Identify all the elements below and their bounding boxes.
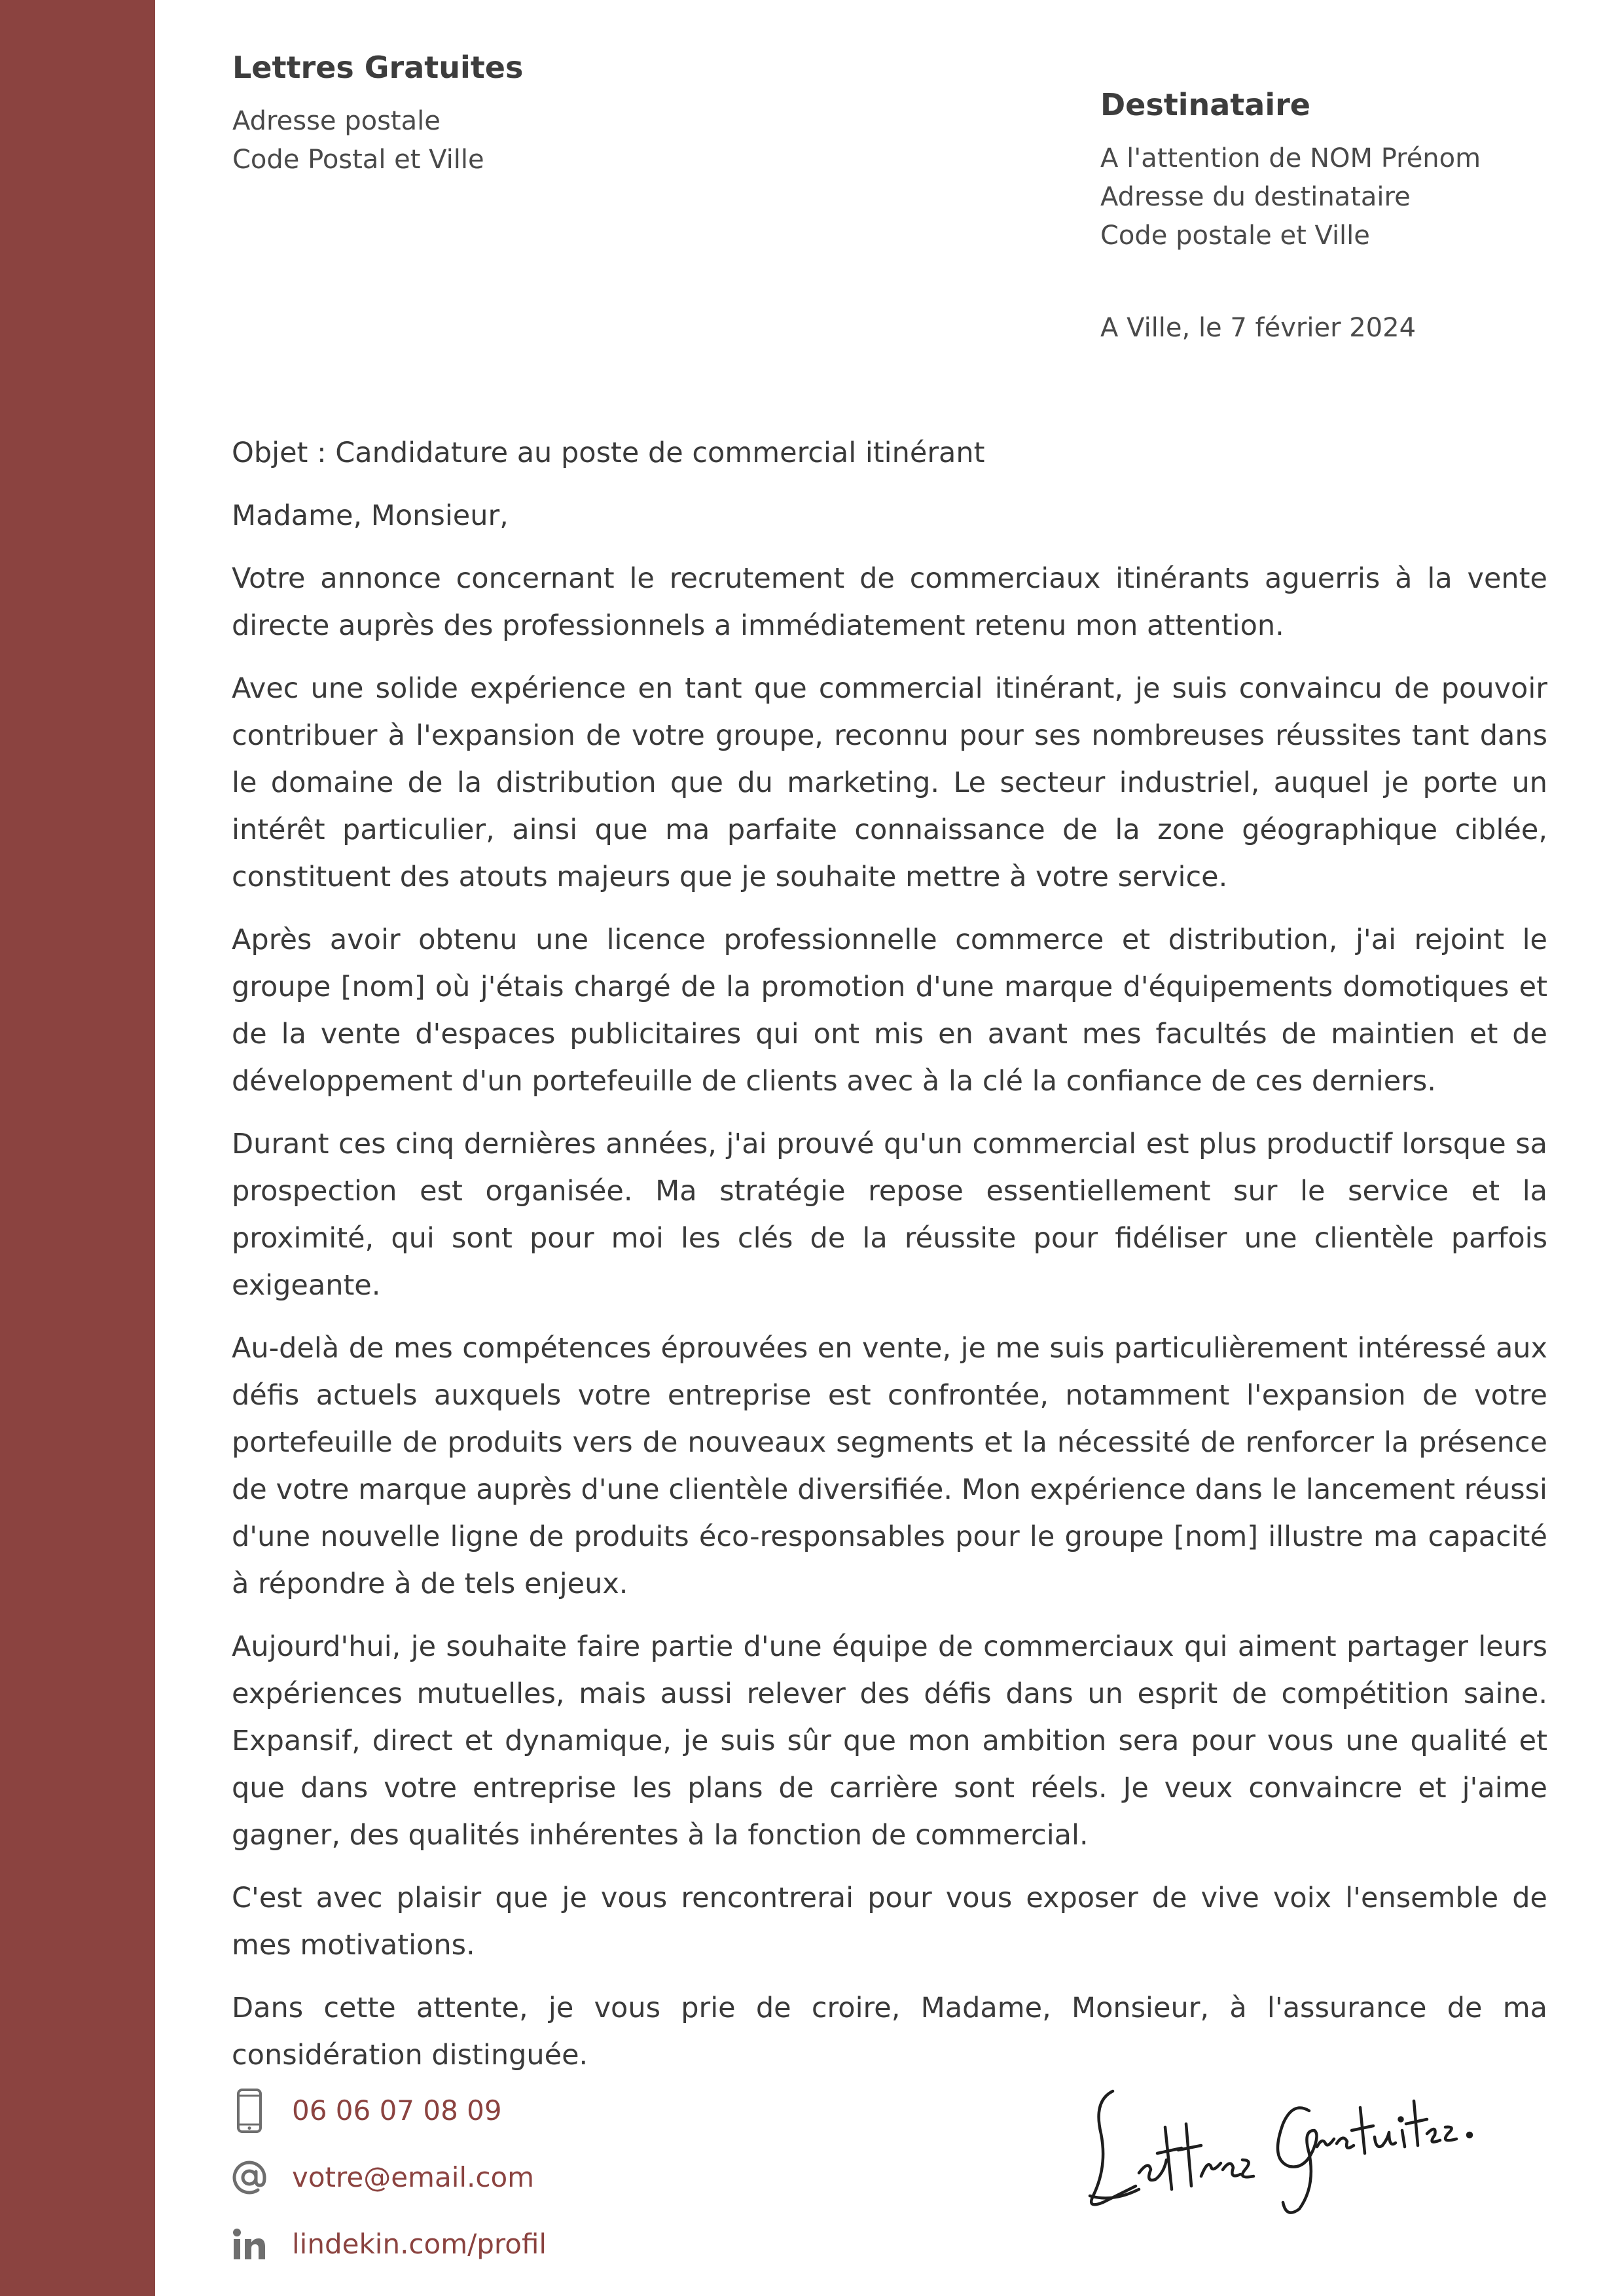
contact-phone-row	[229, 2078, 818, 2144]
contact-block	[229, 2078, 818, 2278]
letter-subject: Objet : Candidature au poste de commercial itinérant	[232, 437, 985, 469]
sender-address-line1: Adresse postale	[232, 106, 441, 136]
recipient-attention: A l'attention de NOM Prénom	[1100, 143, 1481, 173]
letter-paragraph: C'est avec plaisir que je vous rencontrerai pour vous exposer de vive voix l'ensemble de mes motivations.	[232, 1882, 1547, 1962]
letter-paragraph: Durant ces cinq dernières années, j'ai prouvé qu'un commercial est plus productif lorsque sa prospection est organisée. Ma stratégie repose essentiellement sur le service et la proximité, qui sont pour moi les clés de la réussite pour fidéliser une clientèle parfois exigeante.	[232, 1128, 1547, 1302]
contact-linkedin-row	[229, 2212, 818, 2277]
sender-name: Lettres Gratuites	[232, 50, 524, 85]
recipient-city: Code postale et Ville	[1100, 221, 1370, 251]
letter-paragraph: Votre annonce concernant le recrutement de commerciaux itinérants aguerris à la vente directe auprès des professionnels a immédiatement retenu mon attention.	[232, 562, 1547, 642]
at-sign-icon	[229, 2154, 270, 2201]
sender-address-line2: Code Postal et Ville	[232, 145, 484, 175]
letter-paragraph: Au-delà de mes compétences éprouvées en vente, je me suis particulièrement intéressé aux défis actuels auxquels votre entreprise est confrontée, notamment l'expansion de votre portefeuille de produits vers de nouveaux segments et la nécessité de renforcer la présence de votre marque auprès d'une clientèle diversifiée. Mon expérience dans le lancement réussi d'une nouvelle ligne de produits éco-responsables pour le groupe [nom] illustre ma capacité à répondre à de tels enjeux.	[232, 1332, 1547, 1600]
side-accent-band	[0, 0, 155, 2296]
linkedin-icon	[229, 2221, 270, 2268]
letter-paragraph: Aujourd'hui, je souhaite faire partie d'une équipe de commerciaux qui aiment partager leurs expériences mutuelles, mais aussi relever des défis dans un esprit de compétition saine. Expansif, direct et dynamique, je suis sûr que mon ambition sera pour vous une qualité et que dans votre entreprise les plans de carrière sont réels. Je veux convaincre et j'aime gagner, des qualités inhérentes à la fonction de commercial.	[232, 1630, 1547, 1852]
letter-paragraph: Après avoir obtenu une licence professionnelle commerce et distribution, j'ai rejoint le groupe [nom] où j'étais chargé de la promotion d'une marque d'équipements domotiques et de la vente d'espaces publicitaires qui ont mis en avant mes facultés de maintien et de développement d'un portefeuille de clients avec à la clé la confiance de ces derniers.	[232, 924, 1547, 1098]
contact-linkedin[interactable]: lindekin.com/profil	[292, 2228, 547, 2260]
mobile-phone-icon	[229, 2087, 270, 2134]
handwritten-signature	[1074, 2062, 1479, 2219]
letter-paragraph: Avec une solide expérience en tant que commercial itinérant, je suis convaincu de pouvoir contribuer à l'expansion de votre groupe, reconnu pour ses nombreuses réussites tant dans le domaine de la distribution que du marketing. Le secteur industriel, auquel je porte un intérêt particulier, ainsi que ma parfaite connaissance de la zone géographique ciblée, constituent des atouts majeurs que je souhaite mettre à votre service.	[232, 672, 1547, 893]
letter-paragraph: Dans cette attente, je vous prie de croire, Madame, Monsieur, à l'assurance de ma considération distinguée.	[232, 1992, 1547, 2072]
recipient-address: Adresse du destinataire	[1100, 182, 1411, 212]
recipient-block	[1100, 82, 1585, 255]
contact-email-row	[229, 2145, 818, 2210]
contact-phone[interactable]: 06 06 07 08 09	[292, 2094, 502, 2126]
recipient-title: Destinataire	[1100, 87, 1310, 122]
letter-salutation: Madame, Monsieur,	[232, 499, 509, 532]
sender-block	[232, 45, 821, 179]
letter-body	[232, 429, 1547, 2094]
contact-email[interactable]: votre@email.com	[292, 2161, 535, 2193]
letter-date: A Ville, le 7 février 2024	[1100, 313, 1416, 343]
